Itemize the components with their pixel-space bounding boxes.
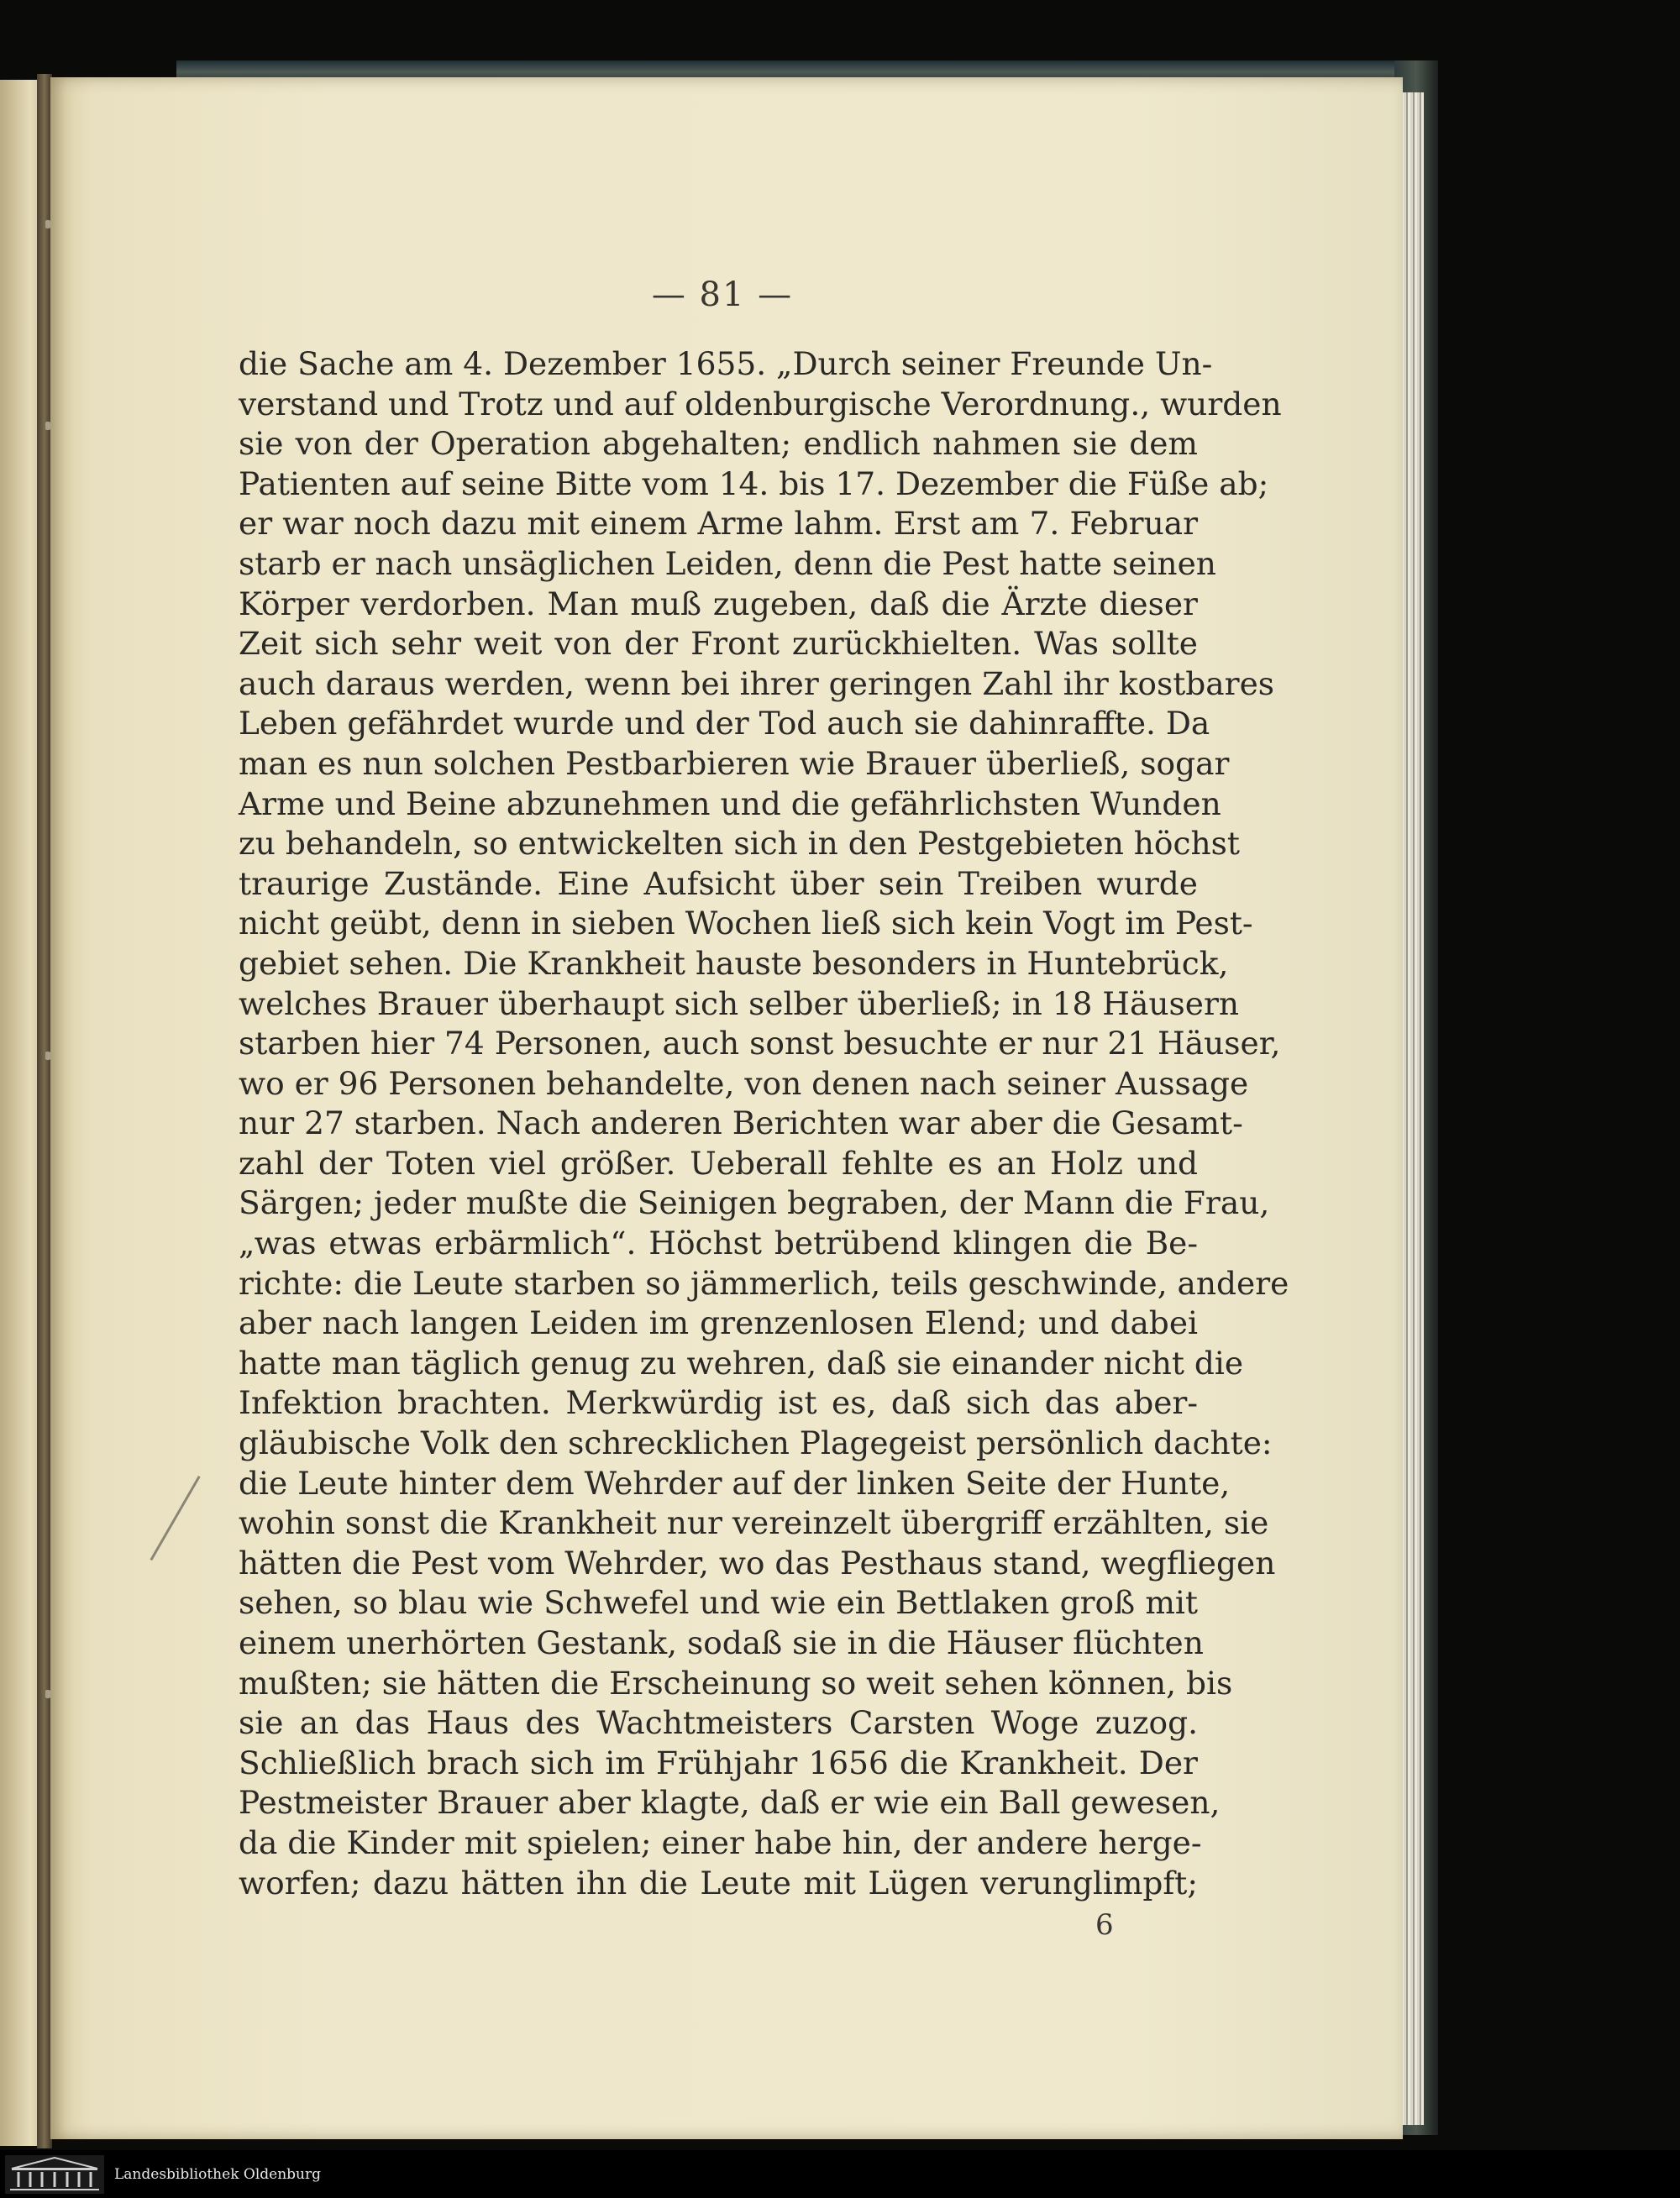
- text-line: worfen; dazu hätten ihn die Leute mit Lügen verunglimpft;: [239, 1864, 1198, 1902]
- text-line: Schließlich brach sich im Frühjahr 1656 die Krankheit. Der: [239, 1744, 1198, 1781]
- page-number: — 81 —: [651, 275, 794, 314]
- text-line: verstand und Trotz und auf oldenburgische Verordnung., wurden: [239, 385, 1282, 422]
- text-line: Arme und Beine abzunehmen und die gefährlichsten Wunden: [239, 784, 1221, 822]
- library-building-icon: [5, 2155, 104, 2194]
- text-line: zahl der Toten viel größer. Ueberall fehlte es an Holz und: [239, 1144, 1198, 1182]
- text-line: die Leute hinter dem Wehrder auf der linken Seite der Hunte,: [239, 1464, 1231, 1502]
- text-line: sie an das Haus des Wachtmeisters Carsten Woge zuzog.: [239, 1704, 1198, 1742]
- text-line: zu behandeln, so entwickelten sich in den Pestgebieten höchst: [239, 825, 1240, 863]
- text-line: hatte man täglich genug zu wehren, daß sie einander nicht die: [239, 1344, 1244, 1382]
- margin-mark: [45, 1690, 50, 1698]
- text-line: sie von der Operation abgehalten; endlich nahmen sie dem: [239, 425, 1198, 463]
- text-line: hätten die Pest vom Wehrder, wo das Pesthaus stand, wegfliegen: [239, 1544, 1276, 1582]
- text-line: starb er nach unsäglichen Leiden, denn die Pest hatte seinen: [239, 544, 1216, 582]
- body-text: [239, 344, 1289, 1903]
- text-line: Patienten auf seine Bitte vom 14. bis 17. Dezember die Füße ab;: [239, 464, 1269, 502]
- text-line: Infektion brachten. Merkwürdig ist es, daß sich das aber-: [239, 1384, 1198, 1422]
- margin-mark: [45, 1052, 50, 1060]
- text-line: man es nun solchen Pestbarbieren wie Brauer überließ, sogar: [239, 744, 1230, 782]
- margin-mark: [45, 220, 50, 228]
- text-line: nicht geübt, denn in sieben Wochen ließ sich kein Vogt im Pest-: [239, 905, 1253, 942]
- footer-bar: [0, 2150, 1680, 2198]
- text-line: sehen, so blau wie Schwefel und wie ein Bettlaken groß mit: [239, 1584, 1198, 1622]
- signature-mark: 6: [1095, 1908, 1114, 1942]
- text-line: wohin sonst die Krankheit nur vereinzelt übergriff erzählten, sie: [239, 1504, 1269, 1542]
- text-line: richte: die Leute starben so jämmerlich, teils geschwinde, andere: [239, 1264, 1289, 1302]
- pencil-margin-stroke: [150, 1476, 201, 1561]
- text-line: auch daraus werden, wenn bei ihrer geringen Zahl ihr kostbares: [239, 664, 1275, 702]
- text-line: „was etwas erbärmlich“. Höchst betrübend klingen die Be-: [239, 1225, 1198, 1262]
- text-line: traurige Zustände. Eine Aufsicht über sein Treiben wurde: [239, 864, 1198, 902]
- text-line: Körper verdorben. Man muß zugeben, daß die Ärzte dieser: [239, 585, 1198, 622]
- text-line: Särgen; jeder mußte die Seinigen begraben, der Mann die Frau,: [239, 1184, 1270, 1222]
- text-line: nur 27 starben. Nach anderen Berichten war aber die Gesamt-: [239, 1104, 1243, 1142]
- text-line: starben hier 74 Personen, auch sonst besuchte er nur 21 Häuser,: [239, 1025, 1281, 1062]
- text-line: aber nach langen Leiden im grenzenlosen Elend; und dabei: [239, 1304, 1198, 1342]
- text-line: einem unerhörten Gestank, sodaß sie in die Häuser flüchten: [239, 1624, 1204, 1661]
- text-line: die Sache am 4. Dezember 1655. „Durch seiner Freunde Un-: [239, 345, 1213, 382]
- book-page: [50, 77, 1403, 2139]
- text-line: welches Brauer überhaupt sich selber überließ; in 18 Häusern: [239, 984, 1240, 1022]
- margin-mark: [45, 422, 50, 430]
- text-line: Pestmeister Brauer aber klagte, daß er wie ein Ball gewesen,: [239, 1784, 1221, 1822]
- text-line: gläubische Volk den schrecklichen Plagegeist persönlich dachte:: [239, 1424, 1273, 1462]
- text-line: gebiet sehen. Die Krankheit hauste besonders in Huntebrück,: [239, 944, 1229, 982]
- text-line: Zeit sich sehr weit von der Front zurückhielten. Was sollte: [239, 625, 1198, 663]
- text-line: wo er 96 Personen behandelte, von denen nach seiner Aussage: [239, 1064, 1249, 1102]
- library-name: Landesbibliothek Oldenburg: [114, 2165, 322, 2183]
- text-line: Leben gefährdet wurde und der Tod auch sie dahinraffte. Da: [239, 705, 1210, 742]
- text-line: mußten; sie hätten die Erscheinung so weit sehen können, bis: [239, 1664, 1233, 1702]
- text-line: er war noch dazu mit einem Arme lahm. Erst am 7. Februar: [239, 505, 1198, 543]
- text-line: da die Kinder mit spielen; einer habe hin, der andere herge-: [239, 1823, 1202, 1861]
